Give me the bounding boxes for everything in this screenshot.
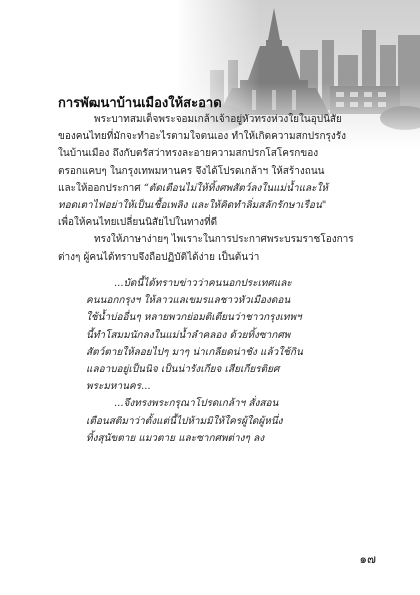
body-line: พระบาทสมเด็จพระจอมเกล้าเจ้าอยู่หัวทรงห่วงใยในอุปนิสัย [94, 114, 342, 125]
page-number: ๑๗ [359, 552, 376, 566]
body-line: ของคนไทยที่มักจะทำอะไรตามใจตนเอง ทำให้เกิดความสกปรกรุงรัง [58, 131, 347, 143]
quote-line: พระมหานคร... [86, 381, 151, 393]
quote-line: ใช้น้ำบ่ออื่นๆ หลายพวกย่อมติเตียนว่าชาวกรุงเทพฯ [86, 312, 302, 324]
quote-line: คนนอกกรุงฯ ให้ลาวแลเขมรแลชาวหัวเมืองดอน [86, 295, 291, 307]
quote-line: แลอาบอยู่เป็นนิจ เป็นน่ารังเกียจ เสียเกียรติยศ [86, 363, 280, 375]
quote-line: สัตว์ตายให้ลอยไปๆ มาๆ น่าเกลียดน่าชัง แล้วใช้กิน [86, 346, 303, 358]
body-text [58, 111, 380, 266]
body-line-prefix: และให้ออกประกาศ [58, 182, 141, 194]
body-line: เพื่อให้คนไทยเปลี่ยนนิสัยไปในทางที่ดี [58, 217, 218, 229]
quote-line: ทิ้งสุนัขตาย แมวตาย และซากศพต่างๆ ลง [86, 432, 265, 444]
body-line: ต่างๆ ผู้คนได้ทราบจึงถือปฏิบัติได้ง่าย เป็นต้นว่า [58, 251, 260, 263]
body-line: ทอดเตาไฟอย่าให้เป็นเชื้อเพลิง และให้คิดทำลิ่มสลักรักษาเรือน" [58, 199, 327, 211]
quoted-decree [86, 275, 386, 447]
quoted-proclamation: “ตัดเตือนไม่ให้ทิ้งศพสัตว์ลงในแม่น้ำและให้ [143, 182, 329, 194]
quote-line: ...จึงทรงพระกรุณาโปรดเกล้าฯ สั่งสอน [114, 398, 279, 410]
body-line: ตรอกแคบๆ ในกรุงเทพมหานคร จึงได้โปรดเกล้าฯ ให้สร้างถนน [58, 165, 325, 177]
quote-line: นี้ทำโสมมนักลงในแม่น้ำลำคลอง ด้วยทิ้งซากศพ [86, 329, 291, 341]
quote-line: เตือนสติมาว่าตั้งแต่นี้ไปห้ามมิให้ใครผู้ใดผู้หนึ่ง [86, 415, 283, 427]
body-line: ในบ้านเมือง ถึงกับตรัสว่าทรงละอายความสกปรกโสโครกของ [58, 148, 319, 160]
body-line [58, 180, 380, 197]
quote-line: ...บัดนี้ได้ทราบข่าวว่าคนนอกประเทศและ [114, 278, 292, 289]
body-line: ทรงให้ภาษาง่ายๆ ไพเราะในการประกาศพระบรมราชโองการ [94, 234, 354, 246]
section-title: การพัฒนาบ้านเมืองให้สะอาด [58, 96, 222, 111]
